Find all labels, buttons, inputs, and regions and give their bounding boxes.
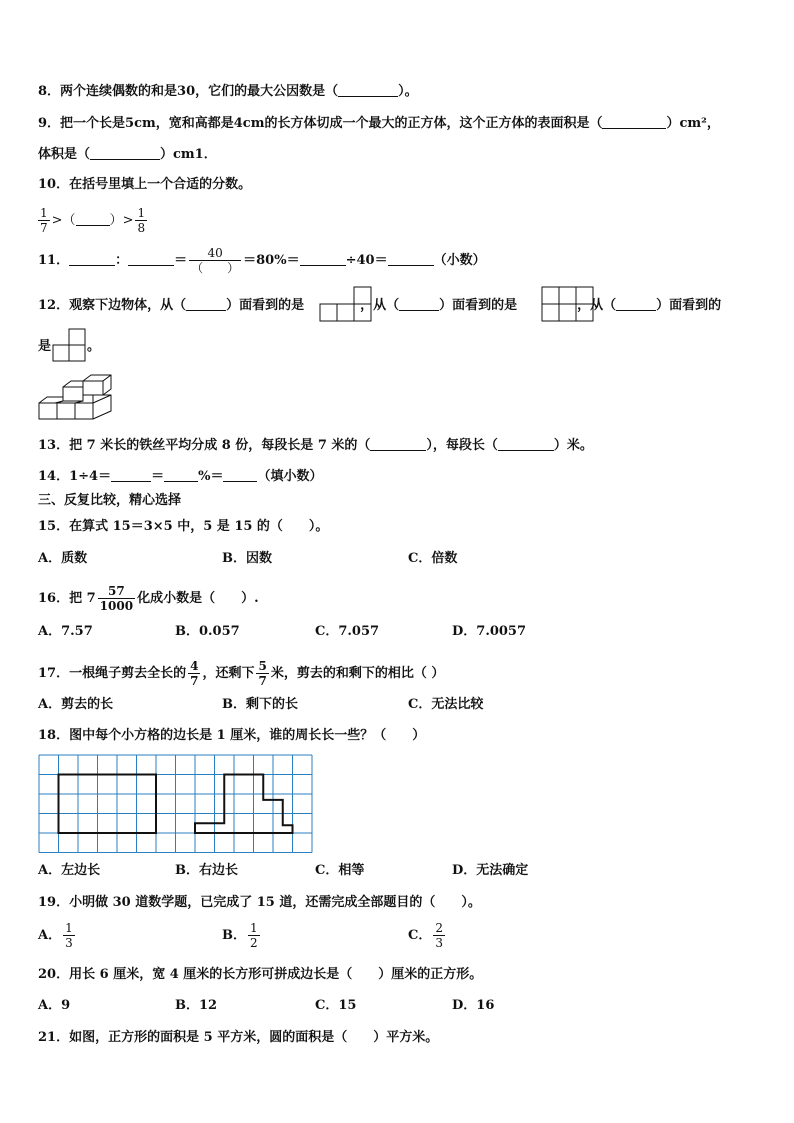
answer-blank[interactable] xyxy=(498,436,554,451)
answer-blank[interactable] xyxy=(602,114,666,129)
question-8: 8．两个连续偶数的和是30，它们的最大公因数是（ ）。 xyxy=(38,84,418,99)
perimeter-grid-figure xyxy=(38,754,312,853)
option-a[interactable]: A．9 xyxy=(38,998,71,1013)
option-b[interactable]: B．12 xyxy=(175,998,218,1013)
fraction: $\frac{5}{7}$ xyxy=(258,659,267,688)
question-16: 16．把 7 $\frac{57}{1000}$ 化成小数是（ ）. xyxy=(38,584,259,613)
option-a[interactable]: A．剪去的长 xyxy=(38,697,114,712)
question-21: 21．如图，正方形的面积是 5 平方米，圆的面积是（ ）平方米。 xyxy=(38,1030,439,1045)
view-figure-1 xyxy=(319,286,375,322)
option-c[interactable]: C． $\frac{2}{3}$ xyxy=(408,921,443,950)
answer-blank[interactable] xyxy=(370,436,426,451)
fraction: $\frac{1}{7}$ xyxy=(40,206,48,235)
cube-stack-figure xyxy=(37,373,117,421)
fraction: $\frac{4}{7}$ xyxy=(190,659,199,688)
answer-blank[interactable] xyxy=(69,251,115,266)
option-d[interactable]: D．7.0057 xyxy=(452,624,527,639)
section-heading: 三、反复比较，精心选择 xyxy=(38,493,182,508)
question-19: 19．小明做 30 道数学题，已完成了 15 道，还需完成全部题目的（ ）。 xyxy=(38,895,481,910)
question-14: 14．1÷4＝ ＝ %＝ （填小数） xyxy=(38,469,323,484)
answer-blank[interactable] xyxy=(111,467,151,482)
question-11: 11． ： ＝ $\frac{40}{( )}$ ＝80%＝ ÷40＝ （小数） xyxy=(38,246,486,275)
option-b[interactable]: B．0.057 xyxy=(175,624,240,639)
question-12-line2: 是 。 xyxy=(38,339,101,354)
question-9: 9．把一个长是5cm，宽和高都是4cm的长方体切成一个最大的正方体，这个正方体的表面积是（ ）cm²， xyxy=(38,116,720,131)
option-c[interactable]: C．倍数 xyxy=(408,551,458,566)
question-15: 15．在算式 15＝3×5 中，5 是 15 的（ ）。 xyxy=(38,519,329,534)
answer-blank[interactable] xyxy=(76,211,110,226)
option-a[interactable]: A． $\frac{1}{3}$ xyxy=(38,921,73,950)
fraction: $\frac{2}{3}$ xyxy=(435,921,443,950)
question-20: 20．用长 6 厘米，宽 4 厘米的长方形可拼成边长是（ ）厘米的正方形。 xyxy=(38,967,483,982)
question-18: 18．图中每个小方格的边长是 1 厘米，谁的周长长一些？（ ） xyxy=(38,728,426,743)
option-a[interactable]: A．左边长 xyxy=(38,863,101,878)
view-figure-2 xyxy=(541,286,597,322)
option-b[interactable]: B．剩下的长 xyxy=(222,697,298,712)
option-a[interactable]: A．7.57 xyxy=(38,624,93,639)
fraction: $\frac{57}{1000}$ xyxy=(99,584,134,613)
option-a[interactable]: A．质数 xyxy=(38,551,88,566)
fraction: $\frac{1}{8}$ xyxy=(137,206,146,235)
answer-blank[interactable] xyxy=(164,467,198,482)
question-10: 10．在括号里填上一个合适的分数。 xyxy=(38,177,252,192)
answer-blank[interactable] xyxy=(128,251,174,266)
question-10-expression: $\frac{1}{7}$ >（ ）> $\frac{1}{8}$ xyxy=(40,206,146,235)
question-17: 17．一根绳子剪去全长的 $\frac{4}{7}$ ，还剩下 $\frac{5}{7}$ 米，剪去的和剩下的相比（ ） xyxy=(38,659,445,688)
answer-blank[interactable] xyxy=(300,251,346,266)
answer-blank[interactable] xyxy=(388,251,434,266)
answer-blank[interactable] xyxy=(223,467,257,482)
view-figure-3 xyxy=(52,328,88,364)
option-c[interactable]: C．15 xyxy=(315,998,357,1013)
option-d[interactable]: D．无法确定 xyxy=(452,863,529,878)
option-b[interactable]: B．右边长 xyxy=(175,863,238,878)
right-shape xyxy=(195,775,293,834)
option-c[interactable]: C．无法比较 xyxy=(408,697,484,712)
answer-blank[interactable] xyxy=(338,82,398,97)
question-12: 12．观察下边物体，从（ ）面看到的是 ，从（ ）面看到的是 ，从（ ）面看到的 xyxy=(38,298,722,313)
option-c[interactable]: C．相等 xyxy=(315,863,365,878)
option-b[interactable]: B． $\frac{1}{2}$ xyxy=(222,921,258,950)
answer-blank[interactable] xyxy=(186,296,226,311)
fraction: $\frac{1}{2}$ xyxy=(250,921,258,950)
question-9-line2: 体积是（ ）cm1． xyxy=(38,147,217,162)
option-d[interactable]: D．16 xyxy=(452,998,495,1013)
answer-blank[interactable] xyxy=(399,296,439,311)
option-b[interactable]: B．因数 xyxy=(222,551,272,566)
question-13: 13．把 7 米长的铁丝平均分成 8 份，每段长是 7 米的（ ），每段长（ ）米。 xyxy=(38,438,593,453)
option-c[interactable]: C．7.057 xyxy=(315,624,380,639)
answer-blank[interactable] xyxy=(90,145,160,160)
fraction: $\frac{40}{( )}$ xyxy=(191,246,240,275)
answer-blank[interactable] xyxy=(616,296,656,311)
fraction: $\frac{1}{3}$ xyxy=(65,921,73,950)
left-shape xyxy=(59,775,157,834)
